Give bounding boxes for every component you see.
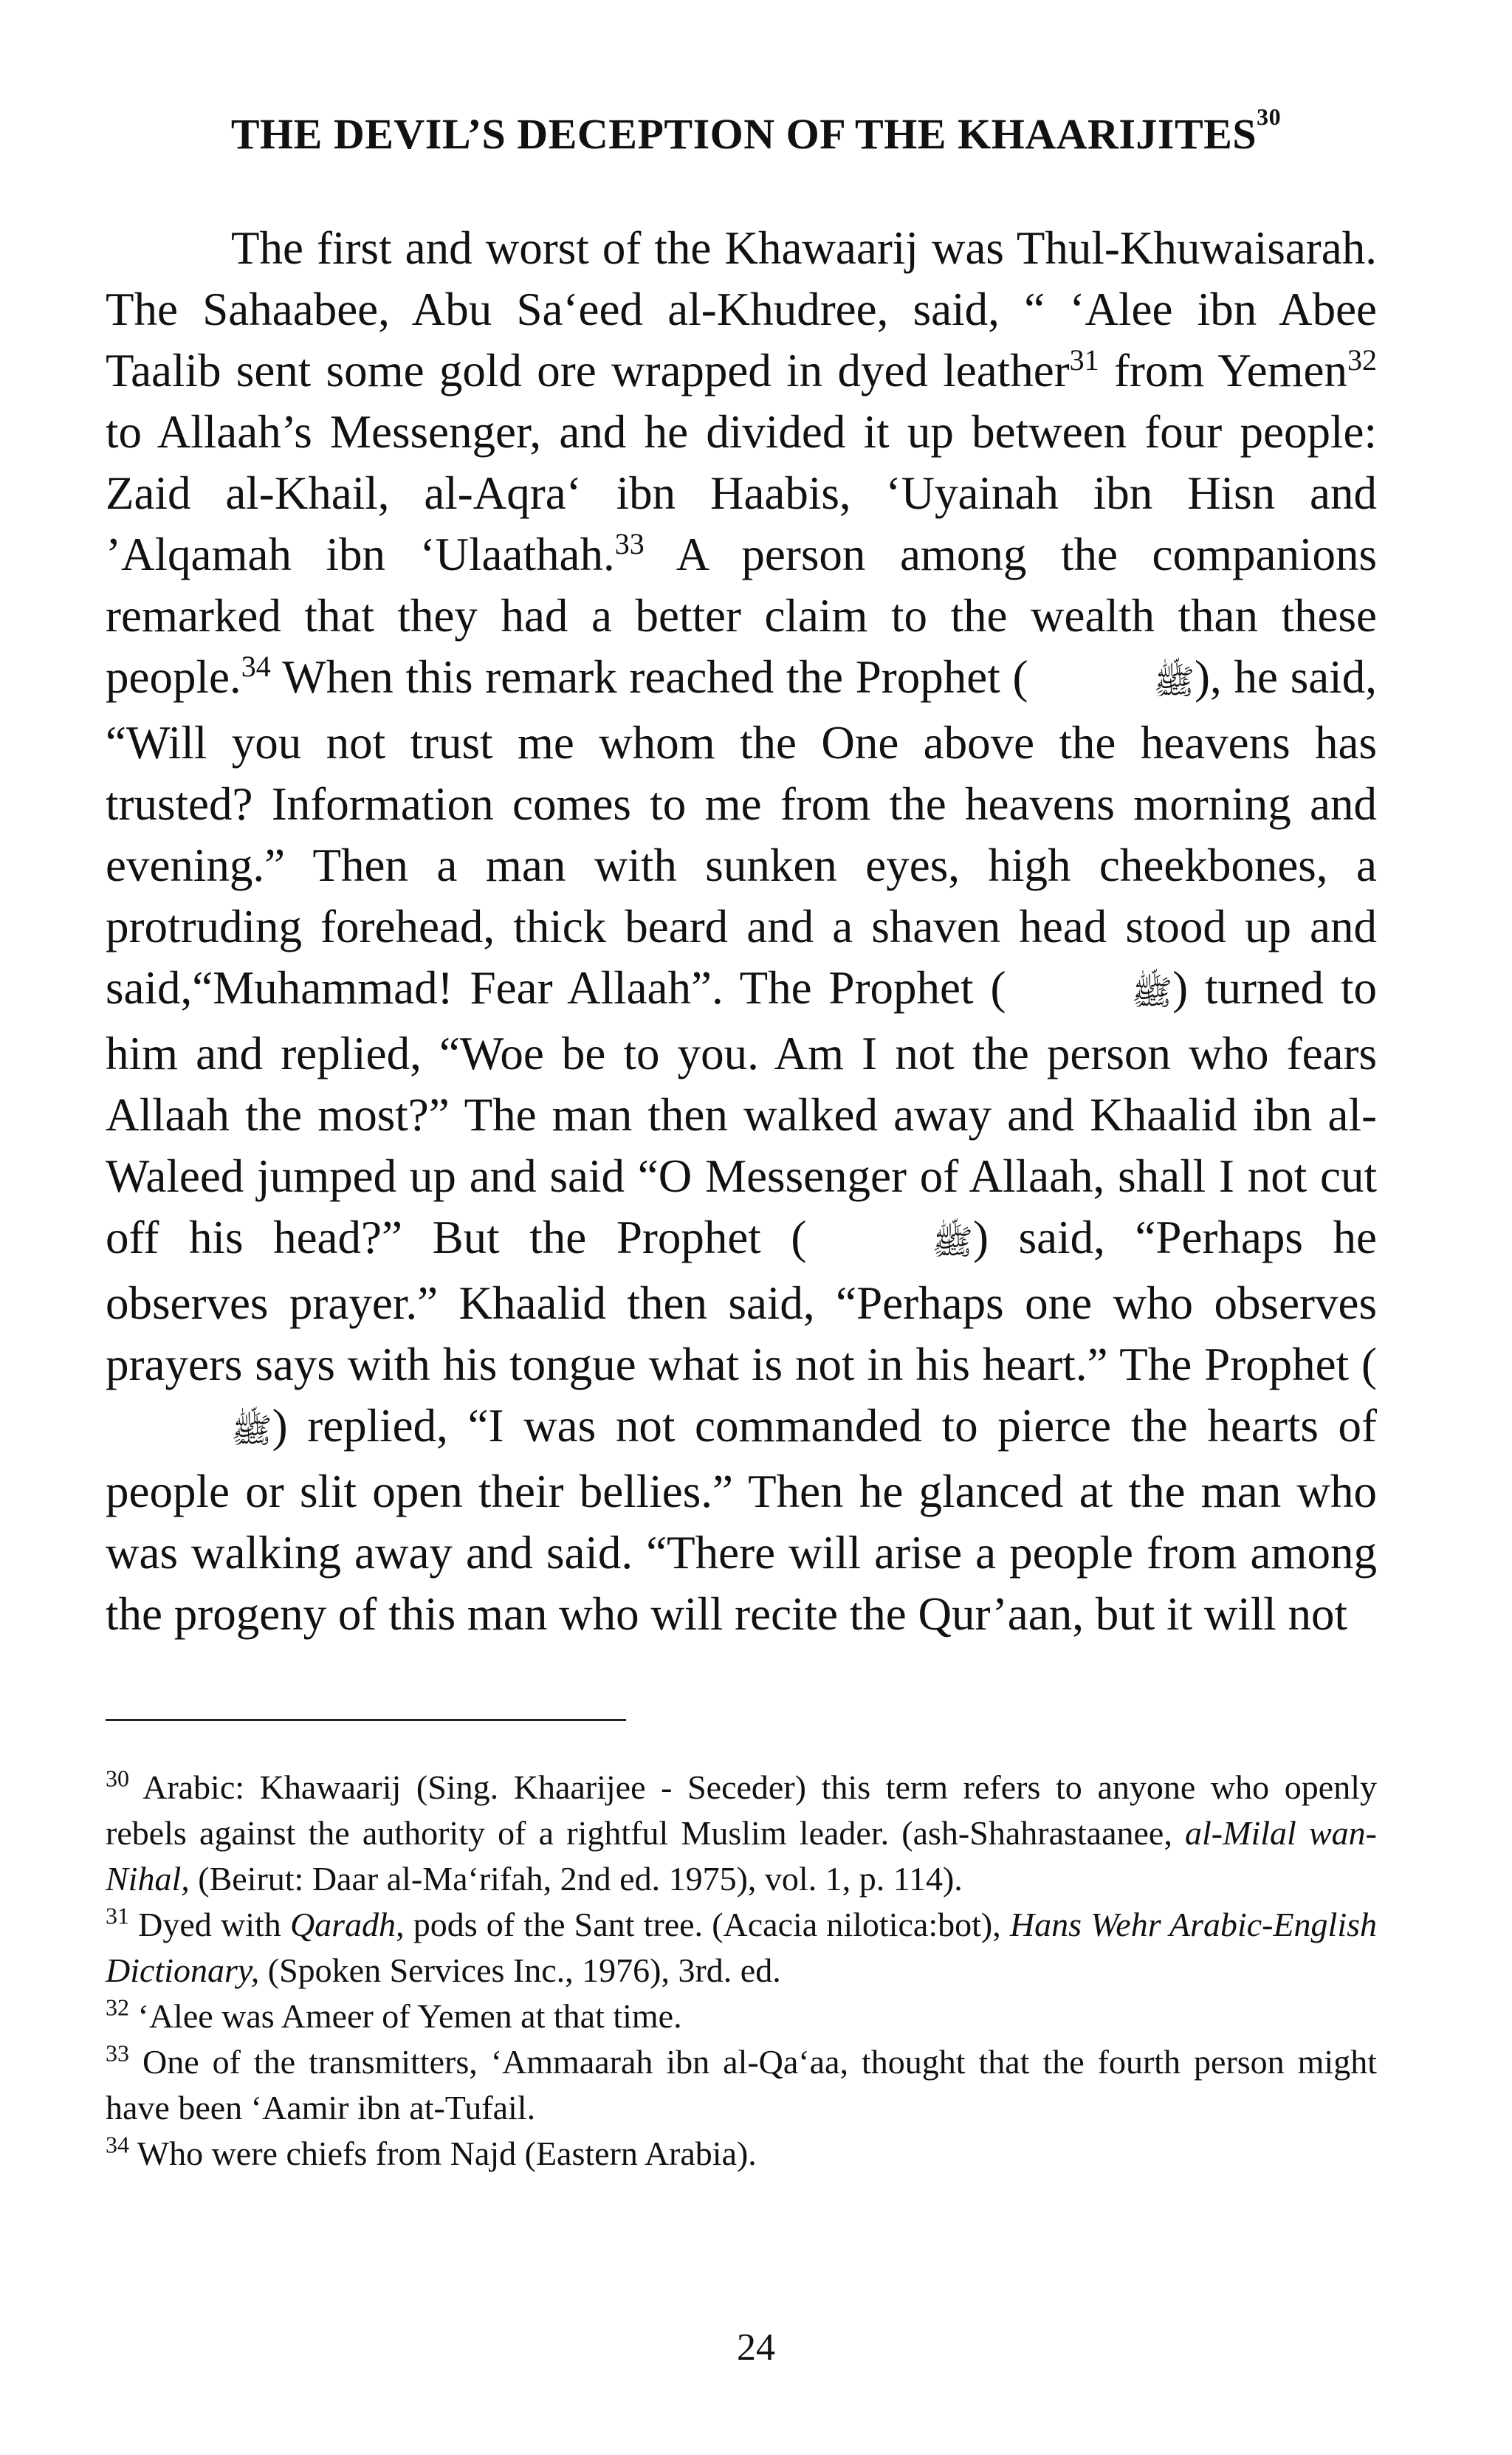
salutation-symbol: ﷺ: [1131, 974, 1173, 1012]
footnote-number: 34: [106, 2131, 129, 2158]
text-run: When this remark reached the Prophet (: [270, 651, 1028, 703]
footnote-number: 33: [106, 2039, 129, 2067]
text-run: ), he said, “Will you not trust me whom the One above the heavens has trusted? Information comes to me from the heavens morning and evening.” Then a man with sunken eyes, high cheekbones, a protruding forehead, thick beard and a shaven head stood up and said,“Muhammad! Fear Allaah”. The Prophet (: [106, 651, 1377, 1014]
chapter-title: [0, 103, 1512, 159]
footnote-text: (Beirut: Daar al-Ma‘rifah, 2nd ed. 1975), vol. 1, p. 114).: [189, 1860, 963, 1898]
text-run: from Yemen: [1099, 345, 1347, 396]
footnote-33: [106, 2039, 1377, 2131]
footnote-text: ‘Alee was Ameer of Yemen at that time.: [129, 1997, 682, 2035]
footnote-text: (Spoken Services Inc., 1976), 3rd. ed.: [259, 1951, 781, 1989]
paragraph: [106, 218, 1377, 1645]
footnote-text: Who were chiefs from Najd (Eastern Arabia).: [129, 2135, 757, 2172]
salutation-symbol: ﷺ: [1153, 663, 1195, 701]
footnote-term: Qaradh: [289, 1906, 396, 1943]
chapter-title-text: THE DEVIL’S DECEPTION OF THE KHAARIJITES: [230, 110, 1257, 158]
text-run: to Allaah’s Messenger, and he divided it up between four people: Zaid al-Khail, al-Aqra‘ ibn Haabis, ‘Uyainah ibn Hisn and ’Alqamah ibn ‘Ulaathah.: [106, 406, 1377, 580]
footnote-title: Hans Wehr Arabic-English Dictionary,: [106, 1906, 1378, 1989]
footnote-number: 30: [106, 1765, 129, 1792]
footnote-text: One of the transmitters, ‘Ammaarah ibn al-Qa‘aa, thought that the fourth person might have been ‘Aamir ibn at-Tufail.: [106, 2043, 1377, 2126]
page-number: 24: [737, 2327, 775, 2369]
text-run: The first and worst of the Khawaarij was Thul-Khuwaisarah. The Sahaabee, Abu Sa‘eed al-Khudree, said, “ ‘Alee ibn Abee Taalib sent some gold ore wrapped in dyed leather: [106, 222, 1377, 396]
footnote-text: Dyed with: [129, 1906, 290, 1943]
footnote-number: 32: [106, 1994, 129, 2021]
footnote-30: [106, 1765, 1377, 1902]
footnote-text: Arabic: Khawaarij (Sing. Khaarijee - Seceder) this term refers to anyone who openly rebels against the authority of a rightful Muslim leader. (ash-Shahrastaanee,: [106, 1768, 1377, 1852]
footnote-number: 31: [106, 1902, 129, 1929]
footnote-ref-32: 32: [1347, 343, 1377, 377]
text-run: ) replied, “I was not commanded to pierce the hearts of people or slit open their bellies.” Then he glanced at the man who was walking away and said. “There will arise a people from among the progeny of this man who will recite the Qur’aan, but it will not: [106, 1400, 1377, 1641]
footnote-34: [106, 2131, 1377, 2177]
text-run: A person among the companions remarked that they had a better claim to the wealth than these people.: [106, 529, 1377, 703]
text-run: ) said, “Perhaps he observes prayer.” Khaalid then said, “Perhaps one who observes prayers says with his tongue what is not in his heart.” The Prophet (: [106, 1212, 1377, 1391]
footnote-32: [106, 1994, 1377, 2039]
footnote-divider: [106, 1719, 626, 1721]
body-text: [106, 218, 1377, 1645]
footnote-ref-30: 30: [1257, 103, 1282, 130]
salutation-symbol: ﷺ: [932, 1223, 973, 1262]
footnote-ref-33: 33: [614, 527, 645, 560]
footnotes: [106, 1765, 1377, 2177]
footnote-ref-31: 31: [1069, 343, 1099, 377]
footnote-ref-34: 34: [241, 650, 271, 683]
footnote-title: al-Milal wan-Nihal,: [106, 1814, 1377, 1898]
footnote-31: [106, 1902, 1377, 1994]
footnote-text: , pods of the Sant tree. (Acacia nilotica:bot),: [396, 1906, 1010, 1943]
text-run: ) turned to him and replied, “Woe be to you. Am I not the person who fears Allaah the most?” The man then walked away and Khaalid ibn al-Waleed jumped up and said “O Messenger of Allaah, shall I not cut off his head?” But the Prophet (: [106, 962, 1378, 1264]
salutation-symbol: ﷺ: [231, 1412, 272, 1450]
